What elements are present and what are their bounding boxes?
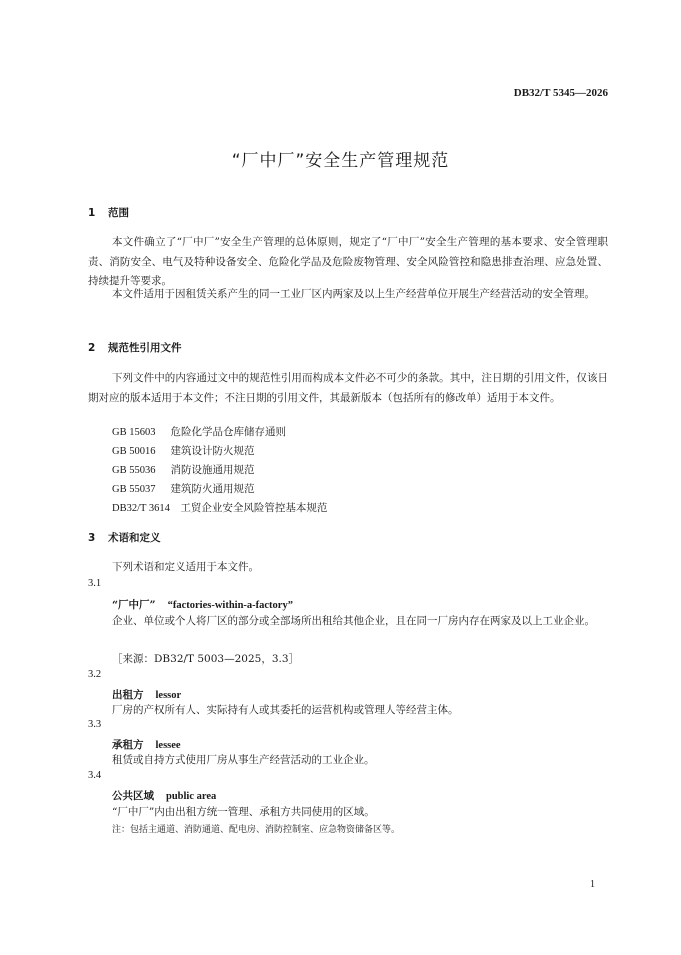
term-english: lessee — [155, 740, 181, 751]
term-note: 注：包括主通道、消防通道、配电房、消防控制室、应急物资储备区等。 — [112, 825, 401, 835]
term-definition: 企业、单位或个人将厂区的部分或全部场所出租给其他企业，且在同一厂房内存在两家及以上工业企业。 — [112, 615, 595, 627]
reference-code: GB 55037 — [112, 484, 156, 495]
scope-paragraph-2: 本文件适用于因租赁关系产生的同一工业厂区内两家及以上生产经营单位开展生产经营活动的安全管理。 — [112, 288, 595, 300]
section-heading-normative-references — [88, 340, 182, 355]
term-number: 3.3 — [88, 719, 102, 730]
reference-item — [112, 500, 327, 515]
term-definition: 厂房的产权所有人、实际持有人或其委托的运营机构或管理人等经营主体。 — [112, 704, 459, 716]
section-title: 范围 — [108, 207, 129, 219]
reference-item — [112, 424, 286, 439]
section-title: 规范性引用文件 — [108, 342, 182, 354]
term-english: public area — [166, 791, 217, 802]
term-english: “factories-within-a-factory” — [167, 600, 293, 611]
term-heading — [112, 597, 293, 612]
term-chinese: “厂中厂” — [112, 599, 156, 611]
reference-code: GB 55036 — [112, 465, 156, 476]
term-chinese: 承租方 — [112, 739, 144, 751]
term-heading — [112, 788, 216, 803]
reference-item — [112, 481, 255, 496]
reference-name: 危险化学品仓库储存通则 — [170, 426, 286, 438]
section-number: 2 — [88, 342, 96, 354]
term-definition: 租赁或自持方式使用厂房从事生产经营活动的工业企业。 — [112, 754, 375, 766]
term-number: 3.4 — [88, 770, 102, 781]
section-heading-scope — [88, 205, 129, 220]
reference-code: GB 15603 — [112, 427, 156, 438]
section-heading-terms-definitions — [88, 530, 161, 545]
page-title: “厂中厂”安全生产管理规范 — [231, 151, 450, 171]
term-heading — [112, 687, 181, 702]
term-chinese: 出租方 — [112, 689, 144, 701]
term-number: 3.1 — [88, 578, 102, 589]
term-number: 3.2 — [88, 669, 102, 680]
reference-code: GB 50016 — [112, 446, 156, 457]
scope-paragraph-1: 本文件确立了“厂中厂”安全生产管理的总体原则，规定了“厂中厂”安全生产管理的基本要求、安全管理职责、消防安全、电气及特种设备安全、危险化学品及危险废物管理、安全风险管控和隐患排查治理、应急处置、持续提升等要求。 — [88, 236, 608, 287]
page-number: 1 — [590, 879, 595, 890]
reference-name: 工贸企业安全风险管控基本规范 — [180, 502, 328, 514]
terms-intro: 下列术语和定义适用于本文件。 — [112, 561, 259, 573]
section-number: 1 — [88, 207, 96, 219]
reference-item — [112, 462, 255, 477]
document-number: DB32/T 5345—2026 — [513, 87, 608, 99]
section-title: 术语和定义 — [108, 532, 161, 544]
term-chinese: 公共区域 — [112, 790, 154, 802]
reference-code: DB32/T 3614 — [112, 503, 170, 514]
section-number: 3 — [88, 532, 96, 544]
references-intro-paragraph: 下列文件中的内容通过文中的规范性引用而构成本文件必不可少的条款。其中，注日期的引用文件，仅该日期对应的版本适用于本文件；不注日期的引用文件，其最新版本（包括所有的修改单）适用于本文件。 — [88, 372, 608, 404]
reference-name: 建筑防火通用规范 — [170, 483, 255, 495]
reference-name: 建筑设计防火规范 — [170, 445, 255, 457]
term-definition: “厂中厂”内由出租方统一管理、承租方共同使用的区域。 — [112, 806, 375, 818]
term-english: lessor — [155, 690, 182, 701]
term-source: ［来源：DB32/T 5003—2025，3.3］ — [112, 653, 300, 665]
reference-name: 消防设施通用规范 — [170, 464, 255, 476]
term-heading — [112, 737, 181, 752]
reference-item — [112, 443, 255, 458]
